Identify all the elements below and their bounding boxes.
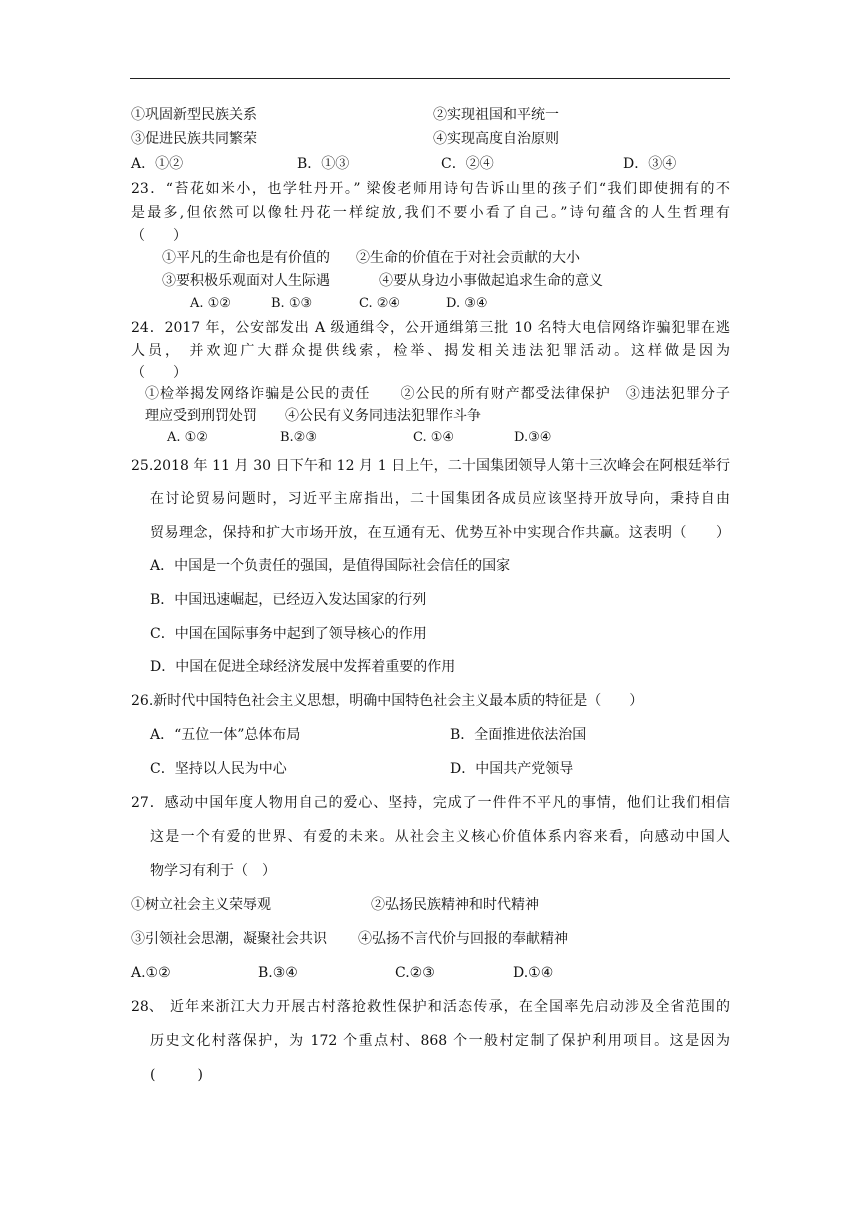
q25-stem-line-2: 在讨论贸易问题时，习近平主席指出，二十国集团各成员应该坚持开放导向，秉持自由 [150, 491, 730, 507]
q27-option-4: ④弘扬不言代价与回报的奉献精神 [358, 931, 568, 947]
q26-choice-a: A．“五位一体”总体布局 [150, 727, 301, 743]
q23-stem-line-1: 23．“苔花如米小，也学牡丹开。” 梁俊老师用诗句告诉山里的孩子们“我们即使拥有的不 [131, 181, 730, 197]
q28-answer-blank: ( ) [150, 1067, 203, 1083]
q23-choice-a: A. ①② [190, 296, 231, 311]
q23-option-2: ②生命的价值在于对社会贡献的大小 [356, 250, 580, 266]
q23-choice-d: D. ③④ [446, 296, 488, 311]
q24-options-line-2: 理应受到刑罚处罚 ④公民有义务同违法犯罪作斗争 [145, 408, 481, 424]
q23-answer-blank: （ ） [131, 228, 187, 244]
q22-choice-a: A．①② [131, 156, 184, 172]
q22-choice-d: D．③④ [623, 156, 677, 172]
q28-stem-line-1: 近年来浙江大力开展古村落抢救性保护和活态传承，在全国率先启动涉及全省范围的 [170, 999, 730, 1015]
q24-options-line-1: ①检举揭发网络诈骗是公民的责任 ②公民的所有财产都受法律保护 ③违法犯罪分子 [145, 386, 730, 402]
q24-stem-line-2: 人员， 并欢迎广大群众提供线索，检举、揭发相关违法犯罪活动。这样做是因为 [131, 343, 730, 359]
q24-choice-a: A. ①② [167, 430, 208, 445]
q24-choice-c: C. ①④ [413, 430, 455, 445]
q27-option-2: ②弘扬民族精神和时代精神 [371, 897, 539, 913]
q24-stem-line-1: 24．2017 年，公安部发出 A 级通缉令，公开通缉第三批 10 名特大电信网络诈骗犯罪在逃 [131, 320, 730, 336]
q26-choice-b: B．全面推进依法治国 [450, 727, 587, 743]
q27-choice-d: D.①④ [513, 965, 554, 981]
q22-choice-b: B．①③ [297, 156, 350, 172]
q24-choice-b: B.②③ [280, 430, 317, 445]
q25-choice-c: C．中国在国际事务中起到了领导核心的作用 [150, 626, 427, 642]
q25-stem-line-1: 25.2018 年 11 月 30 日下午和 12 月 1 日上午，二十国集团领导人第十三次峰会在阿根廷举行 [131, 458, 730, 474]
q25-choice-b: B．中国迅速崛起，已经迈入发达国家的行列 [150, 592, 427, 608]
q22-choice-c: C．②④ [441, 156, 494, 172]
q25-choice-a: A．中国是一个负责任的强国，是值得国际社会信任的国家 [150, 558, 511, 574]
q23-stem-line-2: 是最多,但依然可以像牡丹花一样绽放,我们不要小看了自己。”诗句蕴含的人生哲理有 [131, 205, 730, 221]
q27-stem-line-3: 物学习有利于（ ） [150, 863, 276, 879]
q22-option-3: ③促进民族共同繁荣 [131, 131, 257, 147]
q26-choice-d: D．中国共产党领导 [450, 761, 574, 777]
q23-option-1: ①平凡的生命也是有价值的 [162, 250, 330, 266]
q22-option-2: ②实现祖国和平统一 [433, 107, 559, 123]
q23-option-3: ③要积极乐观面对人生际遇 [162, 273, 330, 289]
q26-choice-c: C．坚持以人民为中心 [150, 761, 287, 777]
q27-option-3: ③引领社会思潮，凝聚社会共识 [131, 931, 327, 947]
q27-stem-line-2: 这是一个有爱的世界、有爱的未来。从社会主义核心价值体系内容来看，向感动中国人 [150, 829, 730, 845]
q22-option-1: ①巩固新型民族关系 [131, 107, 257, 123]
q24-choice-d: D.③④ [514, 430, 552, 445]
q28-number: 28、 [131, 999, 163, 1015]
q25-choice-d: D．中国在促进全球经济发展中发挥着重要的作用 [150, 659, 456, 675]
q23-choice-c: C. ②④ [359, 296, 401, 311]
q23-option-4: ④要从身边小事做起追求生命的意义 [379, 273, 603, 289]
q24-answer-blank: （ ） [131, 365, 187, 381]
q27-option-1: ①树立社会主义荣辱观 [131, 897, 271, 913]
header-rule [130, 78, 730, 79]
q28-stem-line-2: 历史文化村落保护，为 172 个重点村、868 个一般村定制了保护利用项目。这是因为 [150, 1033, 730, 1049]
q22-option-4: ④实现高度自治原则 [433, 131, 559, 147]
q27-stem-line-1: 27．感动中国年度人物用自己的爱心、坚持，完成了一件件不平凡的事情，他们让我们相信 [131, 795, 730, 811]
q26-stem-line-1: 26.新时代中国特色社会主义思想，明确中国特色社会主义最本质的特征是（ ） [131, 693, 644, 709]
q27-choice-c: C.②③ [395, 965, 435, 981]
q27-choice-a: A.①② [131, 965, 171, 981]
q25-stem-line-3: 贸易理念，保持和扩大市场开放，在互通有无、优势互补中实现合作共赢。这表明（ ） [150, 525, 730, 541]
q27-choice-b: B.③④ [258, 965, 298, 981]
q23-choice-b: B. ①③ [271, 296, 313, 311]
